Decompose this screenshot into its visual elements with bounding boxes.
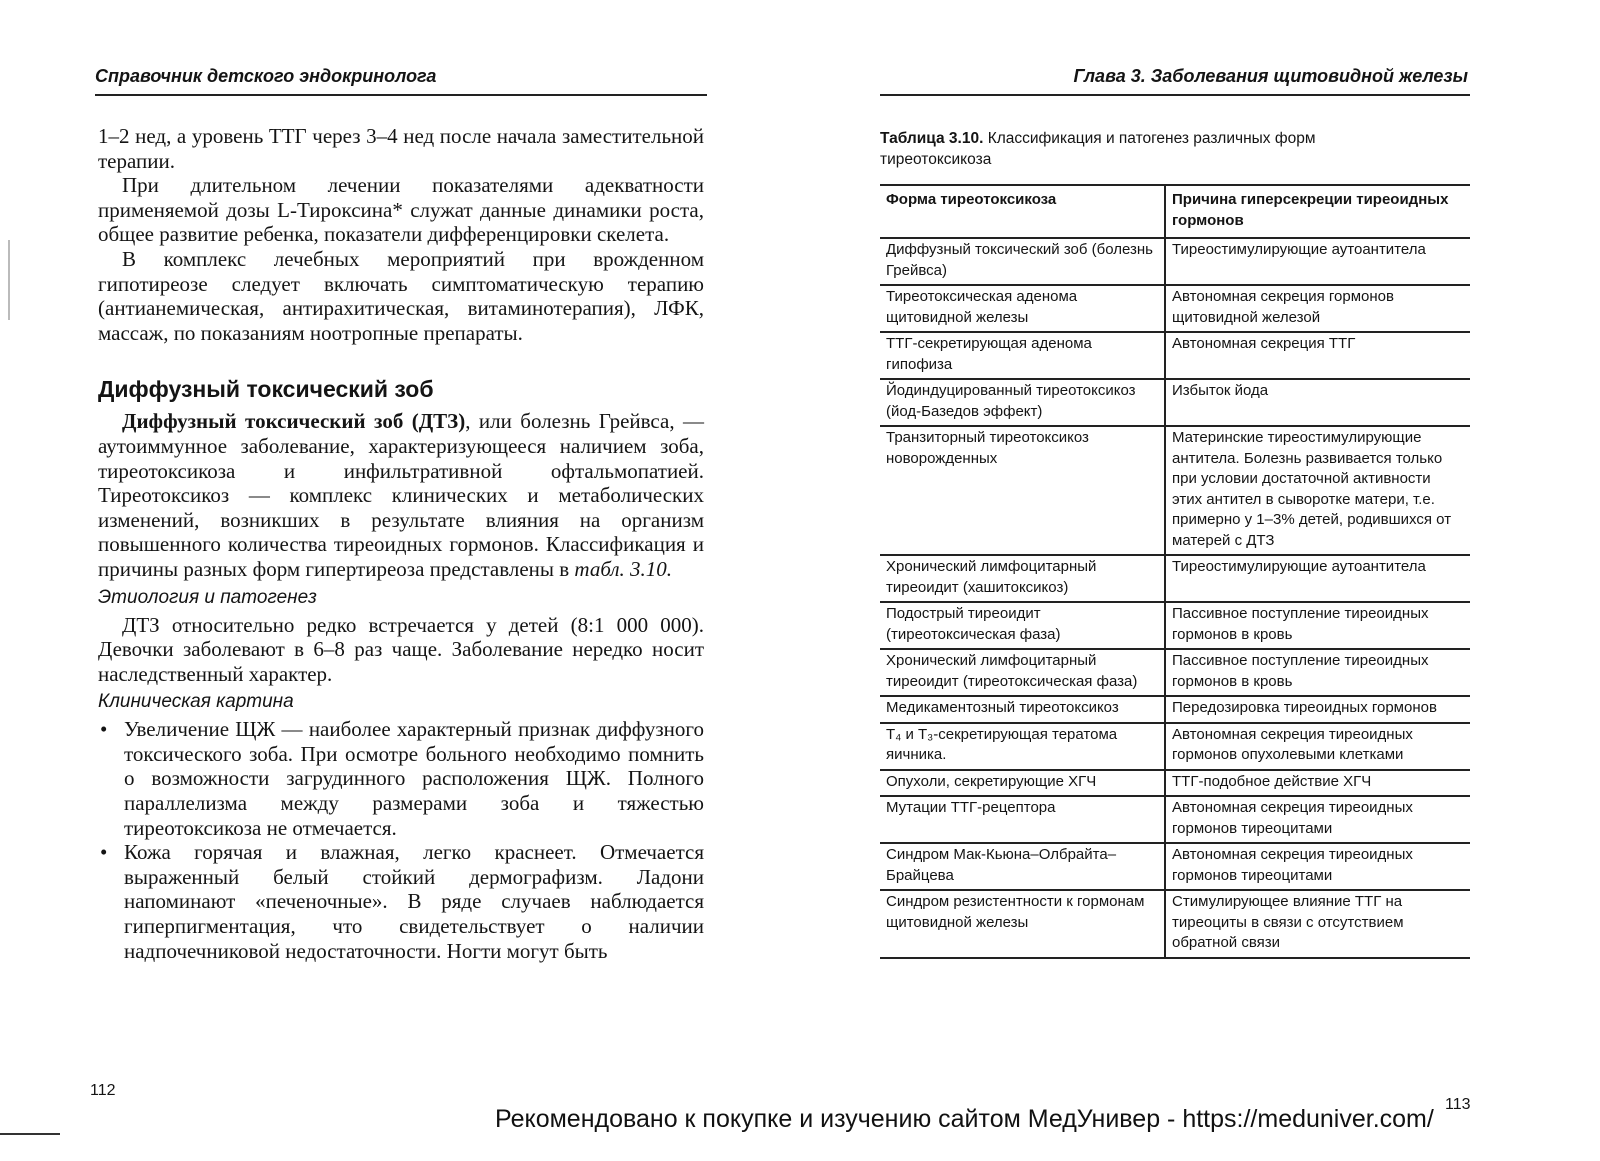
bullet-icon: •: [100, 717, 108, 742]
header-rule-left: [95, 94, 707, 96]
bullet-icon: •: [100, 840, 108, 865]
form-cell: Хронический лимфоцитарный тиреоидит (хашитоксикоз): [880, 555, 1165, 602]
page-number-left: 112: [90, 1082, 116, 1099]
bullet-text: Увеличение ЩЖ — наиболее характерный признак диффузного токсического зоба. При осмотре больного необходимо помнить о возможности загрудинного расположения ЩЖ. Полного параллелизма между размерами зоба и тяжестью тиреотоксикоза не отмечается.: [124, 717, 704, 840]
table-row: [880, 332, 1470, 379]
cause-cell: Автономная секреция тиреоидных гормонов тиреоцитами: [1165, 796, 1470, 843]
table-header-cell: Форма тиреотоксикоза: [880, 185, 1165, 238]
cause-cell: Стимулирующее влияние ТТГ на тиреоциты в связи с отсутствием обратной связи: [1165, 890, 1470, 958]
cause-cell: Автономная секреция тиреоидных гормонов тиреоцитами: [1165, 843, 1470, 890]
form-cell: Мутации ТТГ-рецептора: [880, 796, 1165, 843]
form-cell: Синдром Мак-Кьюна–Олбрайта–Брайцева: [880, 843, 1165, 890]
table-row: [880, 696, 1470, 723]
page-number-right: 113: [1445, 1096, 1471, 1113]
table-row: [880, 649, 1470, 696]
bullet-text: Кожа горячая и влажная, легко краснеет. Отмечается выраженный белый стойкий дермографизм. Ладони напоминают «печеночные». В ряде случаев наблюдается гиперпигментация, что свидетельствует о наличии надпочечниковой недостаточности. Ногти могут быть: [124, 840, 704, 963]
section-heading: Диффузный токсический зоб: [98, 376, 434, 403]
form-cell: Хронический лимфоцитарный тиреоидит (тиреотоксическая фаза): [880, 649, 1165, 696]
running-head-left: Справочник детского эндокринолога: [95, 66, 437, 86]
subheading: Этиология и патогенез: [98, 586, 317, 608]
cause-cell: Материнские тиреостимулирующие антитела. Болезнь развивается только при условии достаточной активности этих антител в сыворотке матери, т.е. примерно у 1–3% детей, родившихся от матерей с ДТЗ: [1165, 426, 1470, 555]
paragraph: В комплекс лечебных мероприятий при врожденном гипотиреозе следует включать симптоматическую терапию (антианемическая, антирахитическая, витаминотерапия), ЛФК, массаж, по показаниям ноотропные препараты.: [98, 246, 704, 345]
cause-cell: Пассивное поступление тиреоидных гормонов в кровь: [1165, 602, 1470, 649]
table-row: [880, 379, 1470, 426]
cause-cell: ТТГ-подобное действие ХГЧ: [1165, 770, 1470, 797]
paragraph: 1–2 нед, а уровень ТТГ через 3–4 нед после начала заместительной терапии.: [98, 124, 704, 173]
table-header-cell: Причина гиперсекреции тиреоидных гормонов: [1165, 185, 1470, 238]
cause-cell: Пассивное поступление тиреоидных гормонов в кровь: [1165, 649, 1470, 696]
table-row: [880, 238, 1470, 285]
cause-cell: Автономная секреция ТТГ: [1165, 332, 1470, 379]
footer-watermark: Рекомендовано к покупке и изучению сайтом МедУнивер - https://meduniver.com/: [495, 1105, 1434, 1133]
table-row: [880, 890, 1470, 958]
term-bold: Диффузный токсический зоб (ДТЗ): [122, 409, 466, 434]
running-head-right: Глава 3. Заболевания щитовидной железы: [1073, 66, 1468, 86]
header-rule-right: [880, 94, 1470, 96]
cause-cell: Передозировка тиреоидных гормонов: [1165, 696, 1470, 723]
table-row: [880, 723, 1470, 770]
form-cell: Медикаментозный тиреотоксикоз: [880, 696, 1165, 723]
cause-cell: Тиреостимулирующие аутоантитела: [1165, 555, 1470, 602]
table-header-row: [880, 185, 1470, 238]
table-row: [880, 796, 1470, 843]
scan-edge-line: [0, 1133, 60, 1135]
paragraph: При длительном лечении показателями адекватности применяемой дозы L-Тироксина* служат данные динамики роста, общее развитие ребенка, показатели дифференцировки скелета.: [98, 173, 704, 247]
form-cell: Опухоли, секретирующие ХГЧ: [880, 770, 1165, 797]
form-cell: Диффузный токсический зоб (болезнь Грейвса): [880, 238, 1165, 285]
table-reference: табл. 3.10.: [574, 556, 673, 581]
form-cell: T₄ и T₃-секретирующая тератома яичника.: [880, 723, 1165, 770]
cause-cell: Тиреостимулирующие аутоантитела: [1165, 238, 1470, 285]
table-caption-text: Классификация и патогенез различных форм тиреотоксикоза: [880, 130, 1316, 168]
paragraph: [98, 409, 704, 581]
table-row: [880, 426, 1470, 555]
cause-cell: Автономная секреция гормонов щитовидной железой: [1165, 285, 1470, 332]
table-row: [880, 770, 1470, 797]
bullet-item: [98, 717, 704, 840]
subheading: Клиническая картина: [98, 691, 294, 713]
table-row: [880, 843, 1470, 890]
form-cell: ТТГ-секретирующая аденома гипофиза: [880, 332, 1165, 379]
bullet-item: [98, 840, 704, 963]
form-cell: Йодиндуцированный тиреотоксикоз (йод-Базедов эффект): [880, 379, 1165, 426]
table-row: [880, 285, 1470, 332]
paragraph: ДТЗ относительно редко встречается у детей (8:1 000 000). Девочки заболевают в 6–8 раз чаще. Заболевание нередко носит наследственный характер.: [98, 612, 704, 686]
form-cell: Тиреотоксическая аденома щитовидной железы: [880, 285, 1165, 332]
table-caption: [880, 128, 1400, 170]
left-text-column: [98, 124, 704, 963]
right-page: [800, 0, 1600, 1161]
form-cell: Транзиторный тиреотоксикоз новорожденных: [880, 426, 1165, 555]
table-row: [880, 602, 1470, 649]
paragraph-text: , или болезнь Грейвса, — аутоиммунное заболевание, характеризующееся наличием зоба, тиреотоксикоза и инфильтративной офтальмопатией. Тиреотоксикоз — комплекс клинических и метаболических изменений, возникших в результате влияния на организм повышенного количества тиреоидных гормонов. Классификация и причины разных форм гипертиреоза представлены в: [98, 409, 704, 581]
table-row: [880, 555, 1470, 602]
thyrotoxicosis-table: [880, 184, 1470, 959]
form-cell: Подострый тиреоидит (тиреотоксическая фаза): [880, 602, 1165, 649]
cause-cell: Автономная секреция тиреоидных гормонов опухолевыми клетками: [1165, 723, 1470, 770]
form-cell: Синдром резистентности к гормонам щитовидной железы: [880, 890, 1165, 958]
cause-cell: Избыток йода: [1165, 379, 1470, 426]
table-caption-label: Таблица 3.10.: [880, 130, 984, 147]
